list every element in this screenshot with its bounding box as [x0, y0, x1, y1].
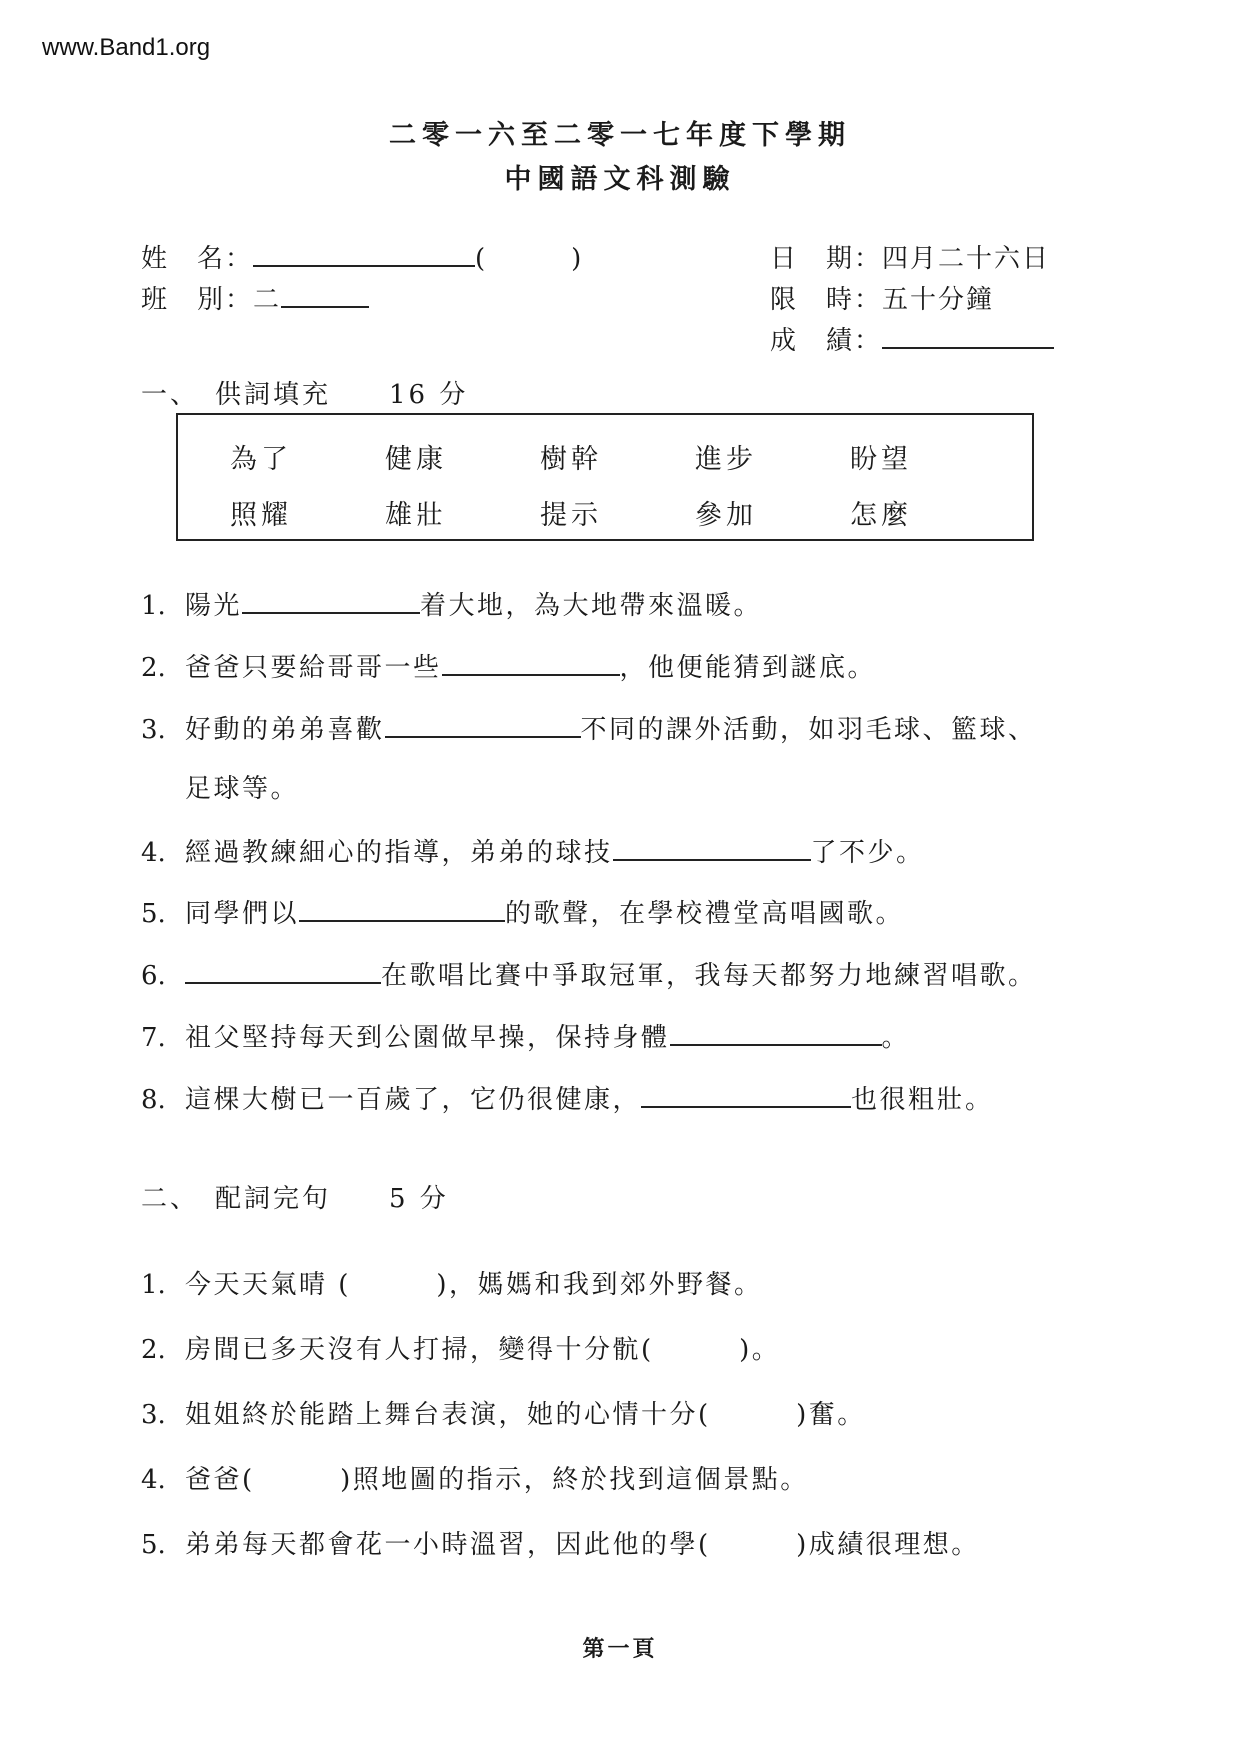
question-number: 2.	[141, 653, 166, 683]
section1-heading: 一、 供詞填充 16 分	[141, 380, 469, 410]
question-text-after: ，他便能猜到謎底。	[619, 653, 877, 683]
fill-question	[141, 1079, 994, 1116]
fill-question	[141, 1017, 910, 1054]
question-text-after: 不同的課外活動，如羽毛球、籃球、	[580, 715, 1037, 745]
question-number: 8.	[141, 1085, 166, 1115]
question-text-before: 祖父堅持每天到公園做早操，保持身體	[185, 1023, 670, 1053]
word-bank-item: 照耀	[230, 500, 292, 531]
answer-blank[interactable]	[242, 586, 420, 614]
answer-blank[interactable]	[613, 833, 811, 861]
section2-heading: 二、 配詞完句 5 分	[141, 1184, 449, 1214]
word-bank-item: 樹幹	[540, 444, 602, 475]
word-completion-question	[141, 1264, 763, 1301]
question-text-before: 這棵大樹已一百歲了，它仍很健康，	[185, 1085, 642, 1115]
answer-blank[interactable]	[641, 1080, 851, 1108]
name-row	[141, 238, 583, 275]
question-text-before: 爸爸只要給哥哥一些	[185, 653, 442, 683]
question-number: 5.	[141, 1530, 166, 1560]
question-text-after: 也很粗壯。	[851, 1085, 994, 1115]
score-label: 成 績：	[770, 326, 883, 356]
word-completion-question	[141, 1524, 980, 1561]
question-number: 4.	[141, 838, 166, 868]
word-bank-item: 健康	[385, 444, 447, 475]
question-text: 姐姐終於能踏上舞台表演，她的心情十分( )奮。	[185, 1400, 866, 1430]
question-number: 2.	[141, 1335, 166, 1365]
class-row	[141, 279, 369, 316]
question-continuation: 足球等。	[185, 774, 300, 804]
exam-title: 二零一六至二零一七年度下學期	[389, 120, 851, 151]
fill-question	[141, 585, 762, 622]
time-limit-label: 限 時：五十分鐘	[770, 285, 995, 315]
word-completion-question	[141, 1459, 809, 1496]
word-bank-item: 參加	[695, 500, 757, 531]
answer-blank[interactable]	[299, 894, 505, 922]
fill-question	[141, 647, 876, 684]
question-text: 弟弟每天都會花一小時溫習，因此他的學( )成績很理想。	[185, 1530, 980, 1560]
question-number: 4.	[141, 1465, 166, 1495]
question-text-after: 的歌聲，在學校禮堂高唱國歌。	[505, 899, 905, 929]
name-blank[interactable]	[253, 239, 475, 267]
answer-blank[interactable]	[670, 1018, 882, 1046]
answer-blank[interactable]	[442, 648, 620, 676]
fill-question	[141, 709, 1037, 746]
word-bank-item: 為了	[230, 444, 292, 475]
page-number: 第一頁	[582, 1636, 658, 1662]
question-number: 6.	[141, 961, 166, 991]
question-text-before: 好動的弟弟喜歡	[185, 715, 385, 745]
watermark: www.Band1.org	[42, 34, 211, 61]
fill-question	[141, 955, 1037, 992]
word-bank-item: 進步	[695, 444, 757, 475]
word-bank-box	[176, 413, 1034, 541]
question-text-before: 陽光	[185, 591, 243, 621]
question-text-after: 在歌唱比賽中爭取冠軍，我每天都努力地練習唱歌。	[381, 961, 1037, 991]
class-blank[interactable]	[281, 280, 369, 308]
question-text-after: 着大地，為大地帶來溫暖。	[420, 591, 763, 621]
exam-subtitle: 中國語文科測驗	[504, 164, 736, 195]
name-number-paren[interactable]: ( )	[475, 244, 584, 274]
word-bank-item: 盼望	[850, 444, 912, 475]
answer-blank[interactable]	[185, 956, 381, 984]
fill-question	[141, 832, 925, 869]
word-completion-question	[141, 1329, 780, 1366]
question-text-before: 經過教練細心的指導，弟弟的球技	[185, 838, 613, 868]
word-bank-item: 怎麼	[850, 500, 912, 531]
name-label: 姓 名：	[141, 244, 254, 274]
question-text-after: 。	[881, 1023, 911, 1053]
question-number: 7.	[141, 1023, 166, 1053]
question-text: 房間已多天沒有人打掃，變得十分骯( )。	[185, 1335, 781, 1365]
question-text-after: 了不少。	[810, 838, 925, 868]
question-text: 爸爸( )照地圖的指示，終於找到這個景點。	[185, 1465, 809, 1495]
question-number: 3.	[141, 715, 166, 745]
question-text-before: 同學們以	[185, 899, 300, 929]
question-number: 3.	[141, 1400, 166, 1430]
question-text: 今天天氣晴 ( )，媽媽和我到郊外野餐。	[185, 1270, 763, 1300]
word-bank-item: 提示	[540, 500, 602, 531]
date-label: 日 期：四月二十六日	[770, 244, 1051, 274]
score-row	[770, 320, 1054, 357]
answer-blank[interactable]	[385, 710, 581, 738]
question-number: 1.	[141, 1270, 166, 1300]
score-blank[interactable]	[882, 321, 1054, 349]
question-number: 5.	[141, 899, 166, 929]
word-completion-question	[141, 1394, 866, 1431]
class-label: 班 別：二	[141, 285, 282, 315]
question-number: 1.	[141, 591, 166, 621]
fill-question	[141, 893, 904, 930]
word-bank-item: 雄壯	[385, 500, 447, 531]
